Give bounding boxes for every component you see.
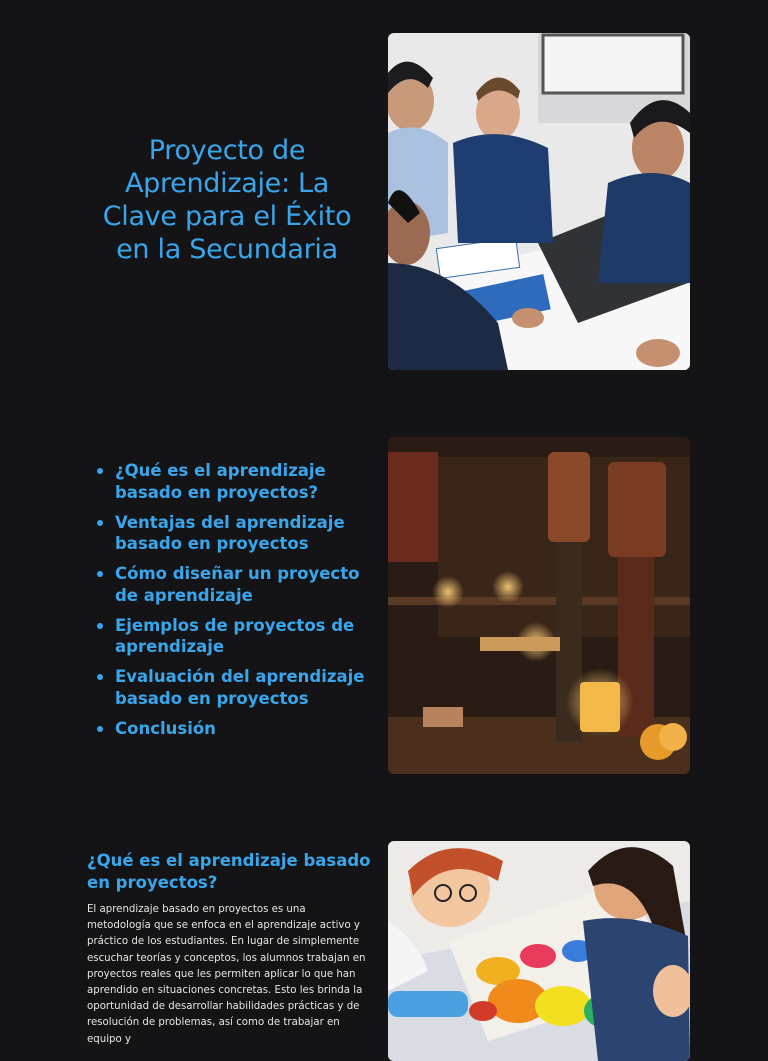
section-paragraph: El aprendizaje basado en proyectos es una metodología que se enfoca en el aprendizaje activo y práctico de los estudiantes. En lugar de simplemente escuchar teorías y conceptos, los alumnos trabajan en proyectos reales que les permiten aplicar lo que han aprendido en situaciones concretas. Esto les brinda la oportunidad de desarrollar habilidades prácticas y de resolución de problemas, así como de trabajar en equipo y (87, 904, 366, 1045)
table-of-contents (97, 460, 377, 748)
toc-item: Ejemplos de proyectos de aprendizaje (97, 615, 377, 658)
toc-item: Cómo diseñar un proyecto de aprendizaje (97, 563, 377, 606)
title-slide (0, 0, 768, 404)
candles-lamps-image (388, 437, 690, 774)
toc-slide (0, 404, 768, 808)
slide-title: Proyecto de Aprendizaje: La Clave para el Éxito en la Secundaria (102, 135, 352, 265)
definition-slide (0, 808, 768, 1045)
toc-item: Evaluación del aprendizaje basado en proyectos (97, 666, 377, 709)
students-painting-image (388, 841, 690, 1061)
section-heading: ¿Qué es el aprendizaje basado en proyectos? (87, 851, 371, 892)
students-meeting-image (388, 33, 690, 370)
toc-item: Ventajas del aprendizaje basado en proyectos (97, 512, 377, 555)
toc-item: ¿Qué es el aprendizaje basado en proyectos? (97, 460, 377, 503)
toc-item: Conclusión (97, 718, 377, 740)
